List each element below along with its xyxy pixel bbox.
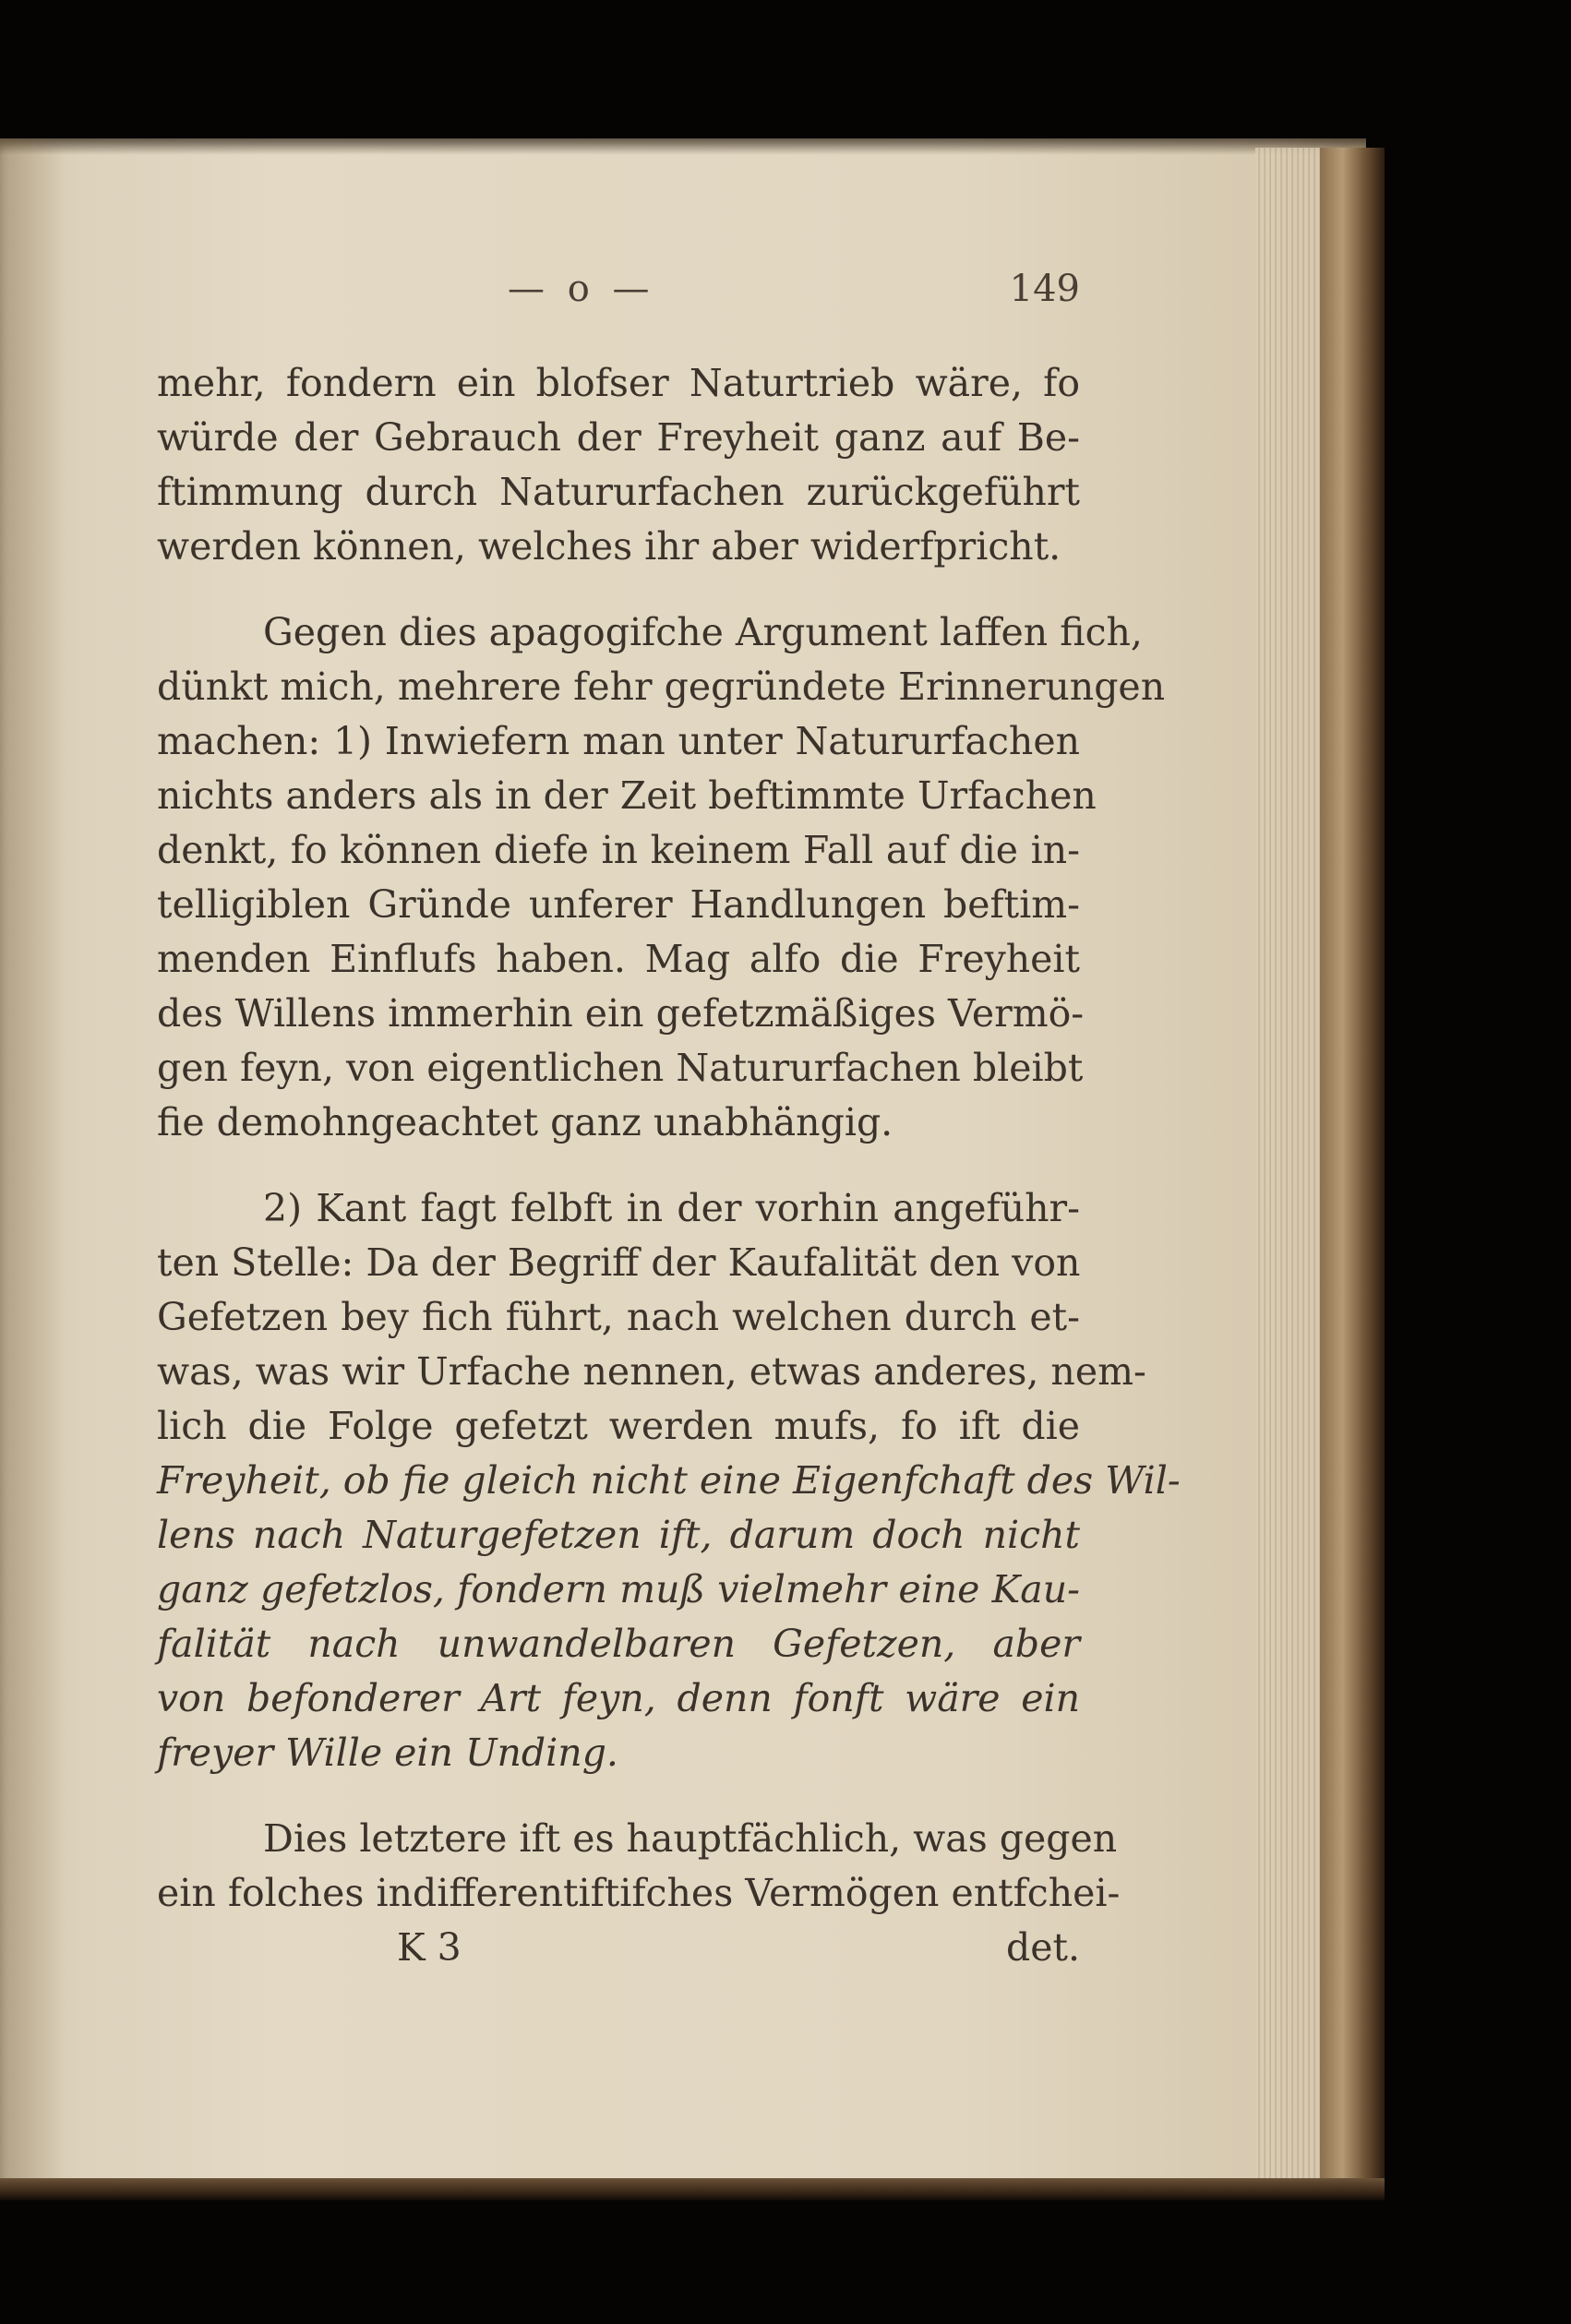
text-line: fie demohngeachtet ganz unabhängig.: [157, 1100, 893, 1144]
text-line: dünkt mich, mehrere fehr gegründete Erinnerungen: [157, 665, 1166, 709]
paragraph-2: [157, 605, 1166, 1150]
text-line: menden Einflufs haben. Mag alfo die Freyheit: [157, 937, 1080, 981]
book-cover-edge: [1320, 148, 1385, 2187]
paragraph-3: [157, 1181, 1181, 1780]
text-line: telligiblen Gründe unferer Handlungen beftim-: [157, 882, 1080, 927]
text-line: werden können, welches ihr aber widerfpricht.: [157, 524, 1061, 569]
page-gutter-shadow: [0, 138, 65, 2187]
page-top-shadow: [0, 138, 1366, 155]
catchword: det.: [1005, 1925, 1080, 1970]
text-line: was, was wir Urfache nennen, etwas anderes, nem-: [157, 1349, 1146, 1394]
text-line: ein folches indifferentiftifches Vermögen entfchei-: [157, 1871, 1121, 1915]
text-line: machen: 1) Inwiefern man unter Natururfachen: [157, 719, 1080, 763]
page-footer: [157, 1921, 1080, 1975]
text-line: würde der Gebrauch der Freyheit ganz auf Be-: [157, 415, 1080, 460]
text-line: denkt, fo können diefe in keinem Fall auf die in-: [157, 828, 1080, 872]
text-line: lich die Folge gefetzt werden mufs, fo ift die: [157, 1404, 1080, 1448]
paragraph-1: [157, 356, 1080, 574]
text-line: mehr, fondern ein blofser Naturtrieb wäre, fo: [157, 361, 1080, 405]
text-line: nichts anders als in der Zeit beftimmte Urfachen: [157, 773, 1097, 818]
text-line: freyer Wille ein Unding.: [157, 1731, 618, 1775]
page-number: 149: [1009, 268, 1080, 310]
signature-mark: K 3: [397, 1925, 462, 1970]
text-line: von befonderer Art feyn, denn fonft wäre ein: [157, 1676, 1080, 1720]
text-line: lens nach Naturgefetzen ift, darum doch nicht: [157, 1513, 1080, 1557]
text-line: des Willens immerhin ein gefetzmäßiges Vermö-: [157, 991, 1085, 1036]
text-line: Gefetzen bey fich führt, nach welchen durch et-: [157, 1295, 1080, 1339]
text-line: Gegen dies apagogifche Argument laffen fich,: [263, 610, 1143, 654]
text-line: ftimmung durch Natururfachen zurückgeführt: [157, 470, 1080, 514]
header-ornament: — o —: [508, 268, 655, 310]
paragraph-4: [157, 1812, 1121, 1921]
running-header: [157, 268, 1080, 323]
book-bottom-edge: [0, 2178, 1385, 2200]
text-line: Dies letztere ift es hauptfächlich, was gegen: [263, 1816, 1118, 1861]
text-block: [157, 268, 1181, 1975]
text-line: gen feyn, von eigentlichen Natururfachen bleibt: [157, 1046, 1084, 1090]
text-line: Freyheit, ob fie gleich nicht eine Eigenfchaft des Wil-: [157, 1458, 1181, 1503]
text-line: ten Stelle: Da der Begriff der Kaufalität den von: [157, 1240, 1081, 1285]
text-line: ganz gefetzlos, fondern muß vielmehr eine Kau-: [157, 1567, 1080, 1611]
text-line: falität nach unwandelbaren Gefetzen, aber: [157, 1622, 1080, 1666]
text-line: 2) Kant fagt felbft in der vorhin angeführ-: [263, 1186, 1080, 1230]
